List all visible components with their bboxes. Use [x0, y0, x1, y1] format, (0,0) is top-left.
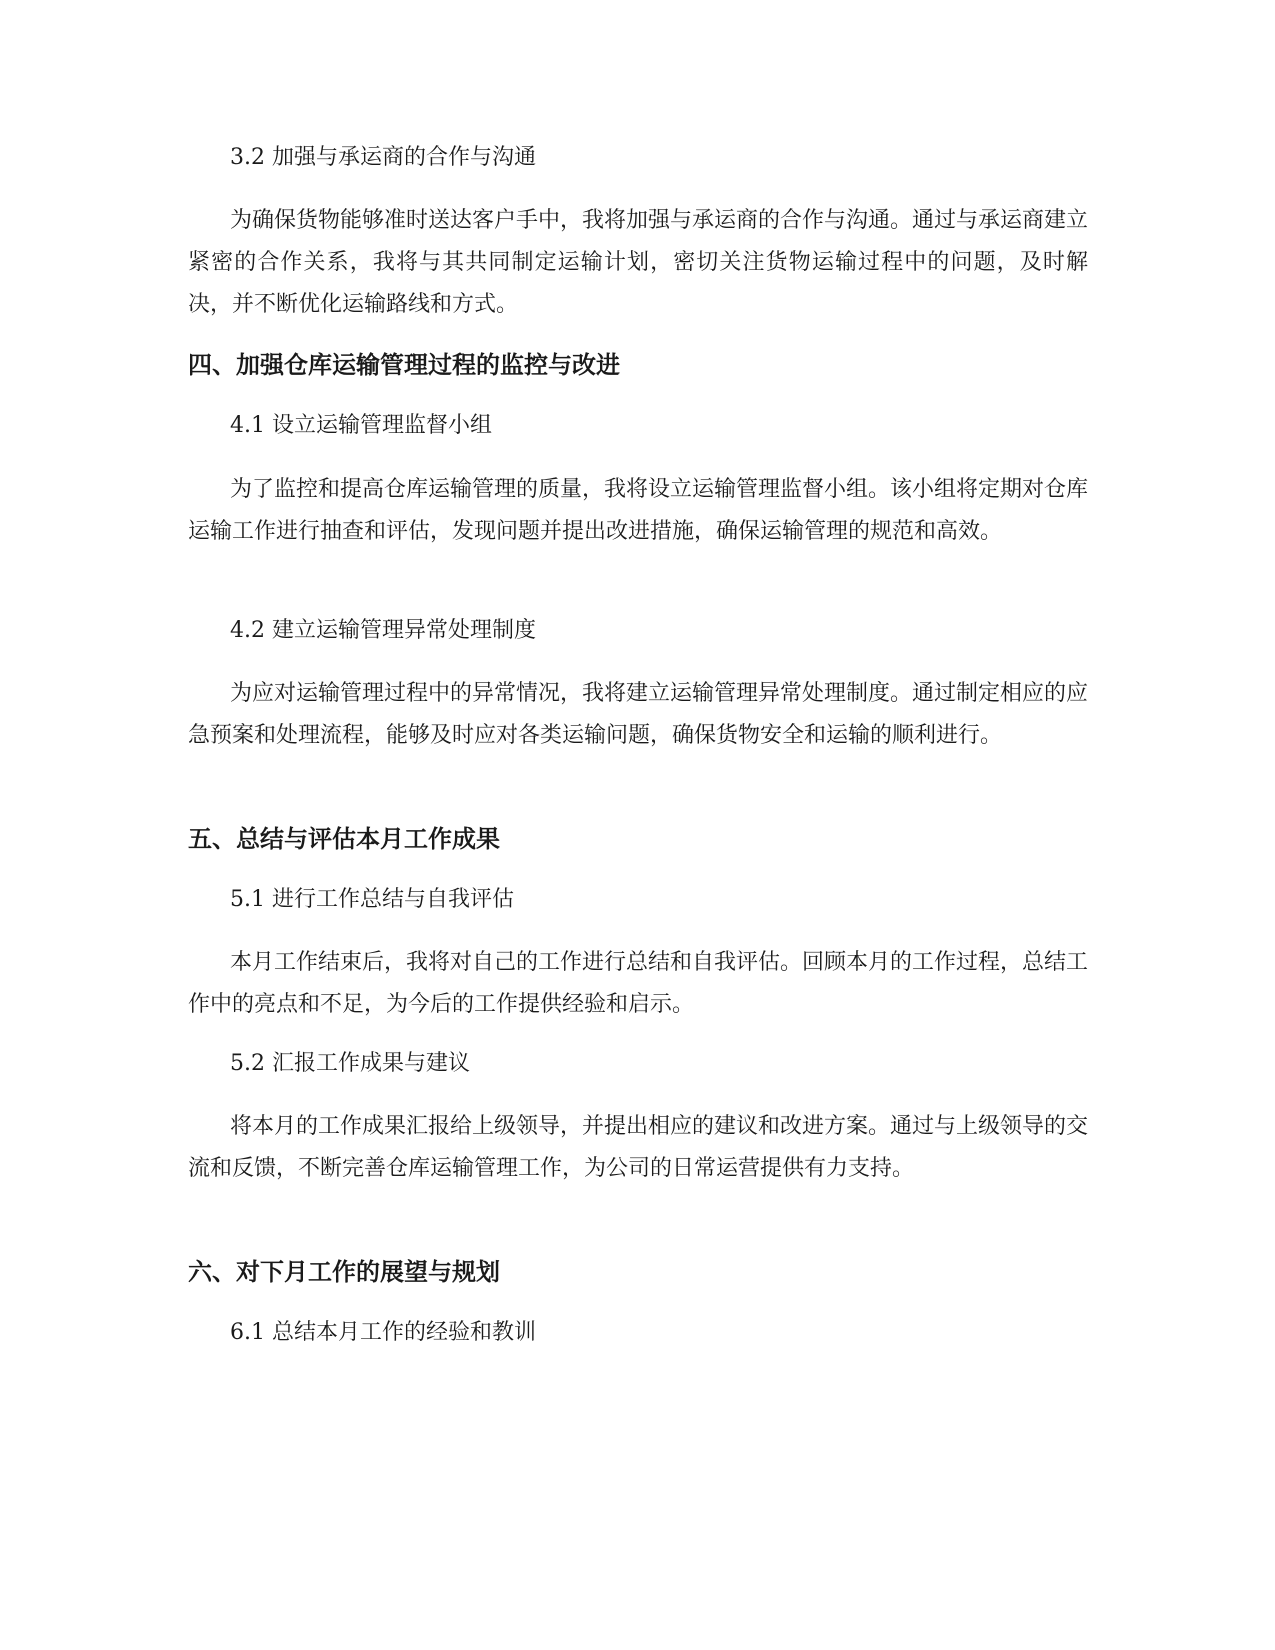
subsection-title-5-1: 5.1 进行工作总结与自我评估	[230, 887, 514, 912]
subsection-title-6-1: 6.1 总结本月工作的经验和教训	[230, 1320, 536, 1345]
section-heading-5: 五、总结与评估本月工作成果	[188, 825, 500, 853]
subsection-title-5-2: 5.2 汇报工作成果与建议	[230, 1051, 470, 1076]
paragraph-5-2: 将本月的工作成果汇报给上级领导，并提出相应的建议和改进方案。通过与上级领导的交流和反馈，不断完善仓库运输管理工作，为公司的日常运营提供有力支持。	[188, 1114, 1089, 1181]
paragraph-3-2: 为确保货物能够准时送达客户手中，我将加强与承运商的合作与沟通。通过与承运商建立紧密的合作关系，我将与其共同制定运输计划，密切关注货物运输过程中的问题，及时解决，并不断优化运输路线和方式。	[188, 208, 1089, 317]
section-heading-4: 四、加强仓库运输管理过程的监控与改进	[188, 351, 620, 379]
subsection-title-3-2: 3.2 加强与承运商的合作与沟通	[230, 145, 536, 170]
paragraph-5-1: 本月工作结束后，我将对自己的工作进行总结和自我评估。回顾本月的工作过程，总结工作中的亮点和不足，为今后的工作提供经验和启示。	[188, 950, 1089, 1017]
paragraph-4-1: 为了监控和提高仓库运输管理的质量，我将设立运输管理监督小组。该小组将定期对仓库运输工作进行抽查和评估，发现问题并提出改进措施，确保运输管理的规范和高效。	[188, 477, 1089, 544]
subsection-title-4-1: 4.1 设立运输管理监督小组	[230, 413, 492, 438]
paragraph-4-2: 为应对运输管理过程中的异常情况，我将建立运输管理异常处理制度。通过制定相应的应急预案和处理流程，能够及时应对各类运输问题，确保货物安全和运输的顺利进行。	[188, 681, 1089, 748]
subsection-title-4-2: 4.2 建立运输管理异常处理制度	[230, 618, 536, 643]
section-heading-6: 六、对下月工作的展望与规划	[188, 1258, 500, 1286]
